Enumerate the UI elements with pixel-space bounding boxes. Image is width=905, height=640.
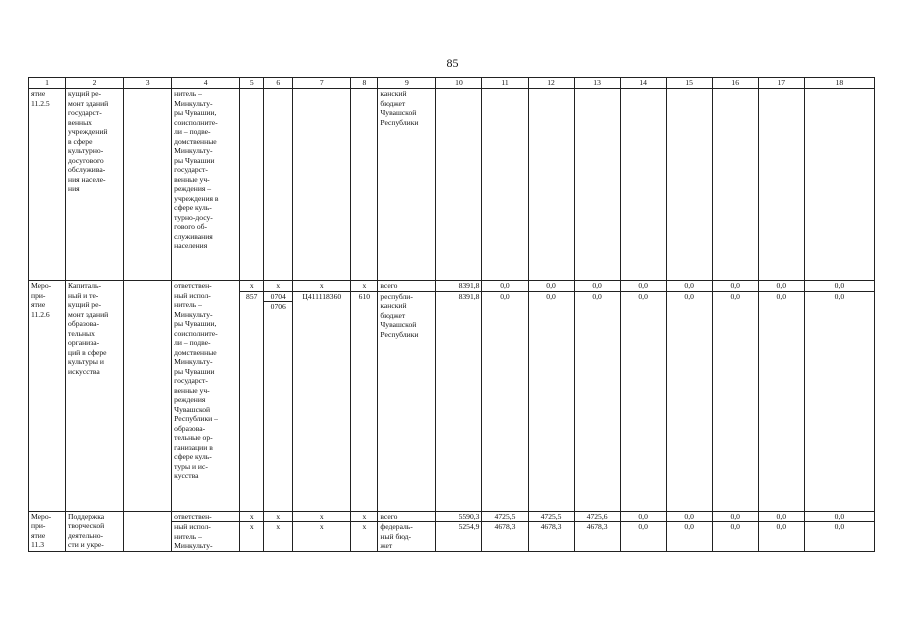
expense-type-cell: x <box>351 511 378 522</box>
column-header: 15 <box>666 78 712 89</box>
value-cell: 5590,3 <box>436 511 482 522</box>
empty-cell <box>804 89 874 281</box>
section-code: 0704 <box>270 291 286 301</box>
grbs-cell: 857 <box>240 291 264 511</box>
empty-cell <box>528 89 574 281</box>
empty-cell <box>758 89 804 281</box>
empty-cell <box>351 89 378 281</box>
column-header: 13 <box>574 78 620 89</box>
value-cell: 0,0 <box>620 291 666 511</box>
value-cell: 5254,9 <box>436 522 482 552</box>
value-cell: 4678,3 <box>574 522 620 552</box>
table-row <box>29 89 875 281</box>
target-article-cell: Ц411118360 <box>293 291 351 511</box>
column-header: 16 <box>712 78 758 89</box>
value-cell: 0,0 <box>528 281 574 292</box>
empty-cell <box>124 511 172 552</box>
measure-name-cell: кущий ре- монт зданий государст- венных учреждений в сфере культурно- досугового обслужива- ния населе- ния <box>66 89 124 281</box>
column-header: 4 <box>172 78 240 89</box>
value-cell: 0,0 <box>758 511 804 522</box>
column-header: 6 <box>264 78 293 89</box>
value-cell: 0,0 <box>804 281 874 292</box>
value-cell: 0,0 <box>758 522 804 552</box>
value-cell: 0,0 <box>712 291 758 511</box>
empty-cell <box>712 89 758 281</box>
section-cell: x <box>264 281 293 292</box>
column-header: 12 <box>528 78 574 89</box>
value-cell: 0,0 <box>482 281 528 292</box>
value-cell: 0,0 <box>574 281 620 292</box>
value-cell: 8391,8 <box>436 291 482 511</box>
table-row <box>29 281 875 292</box>
measure-name-cell: Капиталь- ный и те- кущий ре- монт зданий образова- тельных организа- ций в сфере культуры и искусства <box>66 281 124 512</box>
empty-cell <box>574 89 620 281</box>
value-cell: 0,0 <box>574 291 620 511</box>
value-cell: 4678,3 <box>528 522 574 552</box>
executor-cell: нитель – Минкульту- ры Чувашии, соисполните- ли – подве- домственные Минкульту- ры Чувашии государст- венные уч- реждения – учреждения в сфере куль- турно-досу- гового об- служивания населения <box>172 89 240 281</box>
column-header: 14 <box>620 78 666 89</box>
value-cell: 4678,3 <box>482 522 528 552</box>
column-header: 5 <box>240 78 264 89</box>
measure-name-cell: Поддержка творческой деятельно- сти и укре- <box>66 511 124 552</box>
value-cell: 0,0 <box>804 511 874 522</box>
source-cell: республи- канский бюджет Чувашской Республики <box>378 291 436 511</box>
source-cell: всего <box>378 511 436 522</box>
column-header: 17 <box>758 78 804 89</box>
value-cell: 0,0 <box>804 522 874 552</box>
expense-type-cell: 610 <box>351 291 378 511</box>
expense-type-cell: x <box>351 522 378 552</box>
value-cell: 0,0 <box>758 291 804 511</box>
value-cell: 0,0 <box>620 281 666 292</box>
section-cell: x <box>264 511 293 522</box>
value-cell: 0,0 <box>620 511 666 522</box>
value-cell: 0,0 <box>712 281 758 292</box>
column-header: 1 <box>29 78 66 89</box>
empty-cell <box>482 89 528 281</box>
section-cell: x <box>264 522 293 552</box>
value-cell: 0,0 <box>666 511 712 522</box>
executor-cell: ответствен- <box>172 511 240 522</box>
column-header: 8 <box>351 78 378 89</box>
section-code: 0706 <box>264 301 293 312</box>
column-header: 11 <box>482 78 528 89</box>
value-cell: 0,0 <box>666 281 712 292</box>
executor-cell: ный испол- нитель – Минкульту- <box>172 522 240 552</box>
column-header: 7 <box>293 78 351 89</box>
measure-cell: Меро- при- ятие 11.2.6 <box>29 281 66 512</box>
target-article-cell: x <box>293 281 351 292</box>
grbs-cell: x <box>240 281 264 292</box>
empty-cell <box>293 89 351 281</box>
source-cell: канский бюджет Чувашской Республики <box>378 89 436 281</box>
value-cell: 0,0 <box>528 291 574 511</box>
value-cell: 4725,6 <box>574 511 620 522</box>
value-cell: 0,0 <box>482 291 528 511</box>
page-number: 85 <box>446 56 459 70</box>
empty-cell <box>666 89 712 281</box>
table-row <box>29 511 875 522</box>
empty-cell <box>240 89 264 281</box>
value-cell: 0,0 <box>666 522 712 552</box>
measure-cell: Меро- при- ятие 11.3 <box>29 511 66 552</box>
empty-cell <box>264 89 293 281</box>
value-cell: 0,0 <box>712 511 758 522</box>
column-header: 3 <box>124 78 172 89</box>
source-cell: федераль- ный бюд- жет <box>378 522 436 552</box>
source-cell: всего <box>378 281 436 292</box>
budget-table <box>28 77 875 552</box>
header-row <box>29 78 875 89</box>
value-cell: 8391,8 <box>436 281 482 292</box>
value-cell: 0,0 <box>666 291 712 511</box>
value-cell: 0,0 <box>758 281 804 292</box>
target-article-cell: x <box>293 522 351 552</box>
expense-type-cell: x <box>351 281 378 292</box>
value-cell: 4725,5 <box>482 511 528 522</box>
empty-cell <box>124 281 172 512</box>
column-header: 9 <box>378 78 436 89</box>
section-cell <box>264 291 293 511</box>
grbs-cell: x <box>240 511 264 522</box>
value-cell: 0,0 <box>620 522 666 552</box>
value-cell: 4725,5 <box>528 511 574 522</box>
empty-cell <box>436 89 482 281</box>
measure-cell: ятие 11.2.5 <box>29 89 66 281</box>
grbs-cell: x <box>240 522 264 552</box>
executor-cell: ответствен- ный испол- нитель – Минкульту- ры Чувашии, соисполните- ли – подве- домственные Минкульту- ры Чувашии государст- венные уч- реждения Чувашской Республики – образова- тельные ор- ганизации в сфере куль- туры и ис- кусства <box>172 281 240 512</box>
column-header: 18 <box>804 78 874 89</box>
target-article-cell: x <box>293 511 351 522</box>
empty-cell <box>124 89 172 281</box>
column-header: 10 <box>436 78 482 89</box>
empty-cell <box>620 89 666 281</box>
value-cell: 0,0 <box>712 522 758 552</box>
column-header: 2 <box>66 78 124 89</box>
value-cell: 0,0 <box>804 291 874 511</box>
